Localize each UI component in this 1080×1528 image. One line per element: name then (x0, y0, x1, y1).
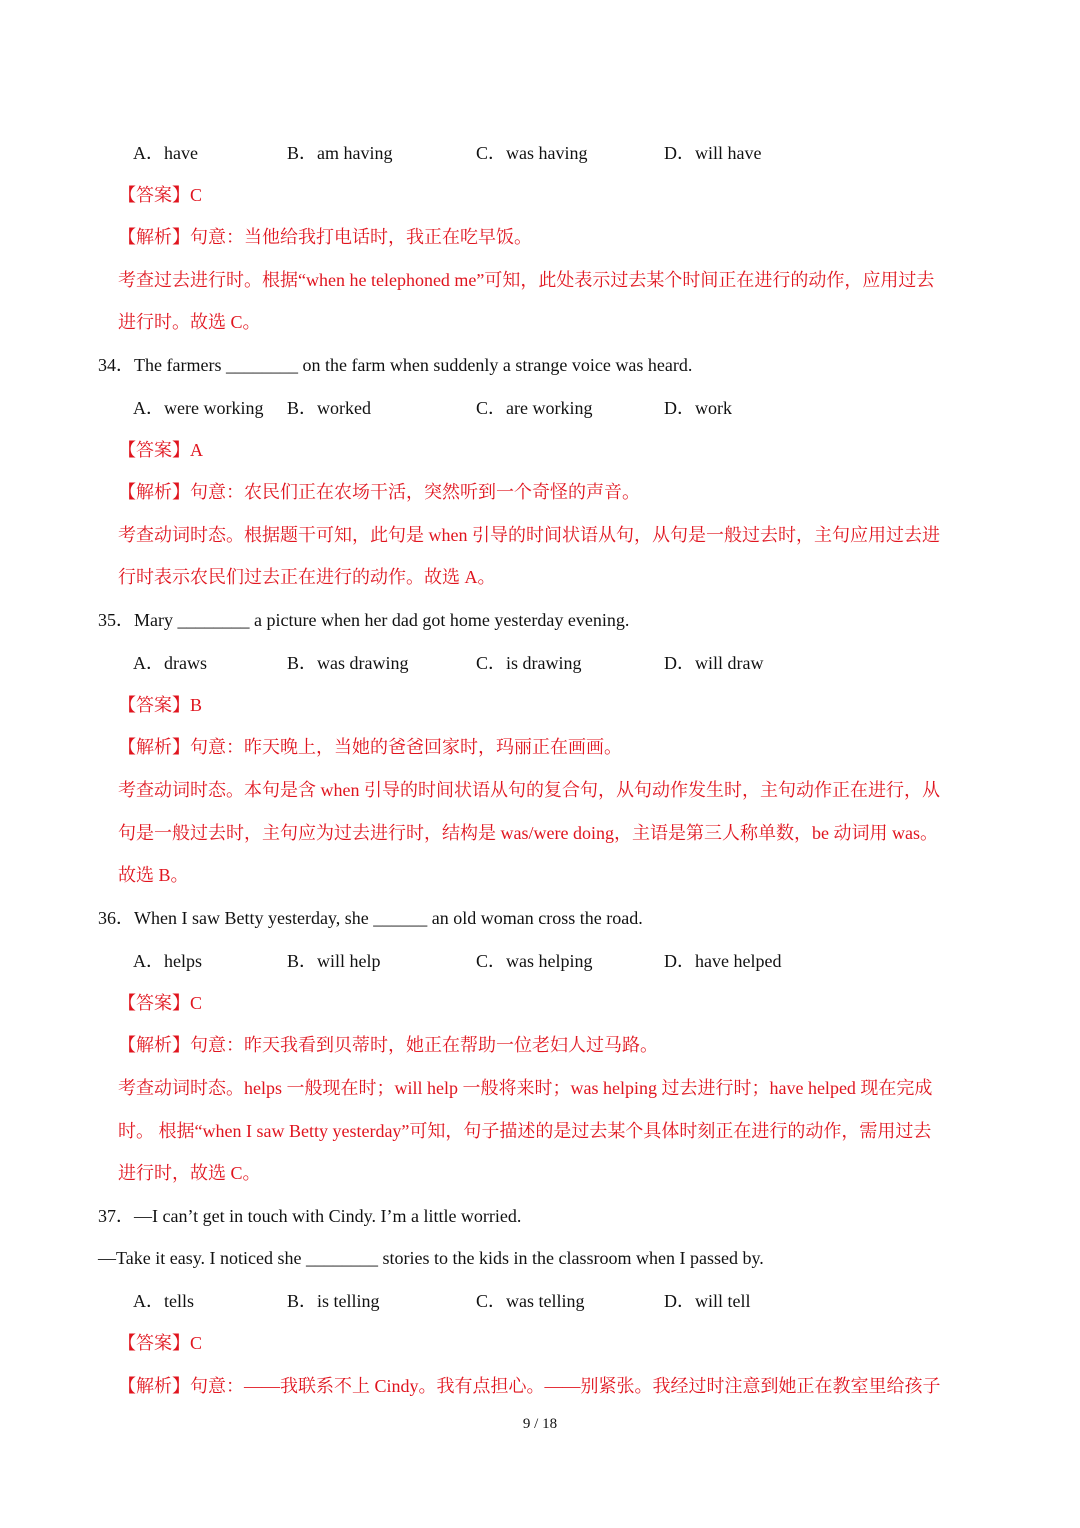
page-number: 9 / 18 (522, 1416, 558, 1432)
q37-option-c: C．was telling (476, 1291, 585, 1311)
q34-option-a: A．were working (133, 398, 264, 418)
q37-answer: 【答案】C (118, 1333, 203, 1353)
q35-analysis: 【解析】句意：昨天晚上，当她的爸爸回家时，玛丽正在画画。 (118, 737, 622, 757)
q34-analysis: 【解析】句意：农民们正在农场干活，突然听到一个奇怪的声音。 (118, 482, 640, 502)
q35-option-c: C．is drawing (476, 653, 582, 673)
q37-stem-1: 37．—I can’t get in touch with Cindy. I’m a little worried. (98, 1206, 522, 1226)
q35-option-b: B．was drawing (287, 653, 409, 673)
q33-option-a: A．have (133, 143, 198, 163)
q35-explain-1: 考查动词时态。本句是含 when 引导的时间状语从句的复合句，从句动作发生时，主句动作正在进行，从 (118, 780, 940, 800)
q33-explain-2: 进行时。故选 C。 (118, 312, 261, 332)
q36-explain-1: 考查动词时态。helps 一般现在时；will help 一般将来时；was helping 过去进行时；have helped 现在完成 (118, 1078, 933, 1098)
q35-explain-3: 故选 B。 (118, 865, 189, 885)
q33-option-b: B．am having (287, 143, 393, 163)
q36-stem: 36．When I saw Betty yesterday, she ______ an old woman cross the road. (98, 908, 643, 928)
q37-stem-2: —Take it easy. I noticed she ________ stories to the kids in the classroom when I passed by. (98, 1248, 764, 1268)
q36-option-b: B．will help (287, 951, 381, 971)
q33-option-d: D．will have (664, 143, 762, 163)
q36-option-a: A．helps (133, 951, 202, 971)
q35-explain-2: 句是一般过去时，主句应为过去进行时，结构是 was/were doing，主语是第三人称单数，be 动词用 was。 (118, 823, 938, 843)
q35-stem: 35．Mary ________ a picture when her dad got home yesterday evening. (98, 610, 630, 630)
q36-explain-2: 时。 根据“when I saw Betty yesterday”可知，句子描述的是过去某个具体时刻正在进行的动作，需用过去 (118, 1121, 932, 1141)
q33-explain-1: 考查过去进行时。根据“when he telephoned me”可知，此处表示过去某个时间正在进行的动作，应用过去 (118, 270, 935, 290)
q36-analysis: 【解析】句意：昨天我看到贝蒂时，她正在帮助一位老妇人过马路。 (118, 1035, 658, 1055)
q36-answer: 【答案】C (118, 993, 203, 1013)
q37-option-d: D．will tell (664, 1291, 751, 1311)
q34-option-c: C．are working (476, 398, 593, 418)
q36-option-d: D．have helped (664, 951, 782, 971)
q33-option-c: C．was having (476, 143, 588, 163)
q33-answer: 【答案】C (118, 185, 203, 205)
q35-option-d: D．will draw (664, 653, 764, 673)
q34-stem: 34．The farmers ________ on the farm when suddenly a strange voice was heard. (98, 355, 693, 375)
q34-option-d: D．work (664, 398, 732, 418)
q36-explain-3: 进行时，故选 C。 (118, 1163, 261, 1183)
q34-option-b: B．worked (287, 398, 371, 418)
q34-answer: 【答案】A (118, 440, 203, 460)
q37-option-a: A．tells (133, 1291, 194, 1311)
q34-explain-2: 行时表示农民们过去正在进行的动作。故选 A。 (118, 567, 496, 587)
q36-option-c: C．was helping (476, 951, 593, 971)
q35-option-a: A．draws (133, 653, 207, 673)
q37-option-b: B．is telling (287, 1291, 380, 1311)
q33-analysis: 【解析】句意：当他给我打电话时，我正在吃早饭。 (118, 227, 532, 247)
q35-answer: 【答案】B (118, 695, 203, 715)
q34-explain-1: 考查动词时态。根据题干可知，此句是 when 引导的时间状语从句，从句是一般过去时，主句应用过去进 (118, 525, 940, 545)
q37-analysis: 【解析】句意：——我联系不上 Cindy。我有点担心。——别紧张。我经过时注意到她正在教室里给孩子 (118, 1376, 941, 1396)
